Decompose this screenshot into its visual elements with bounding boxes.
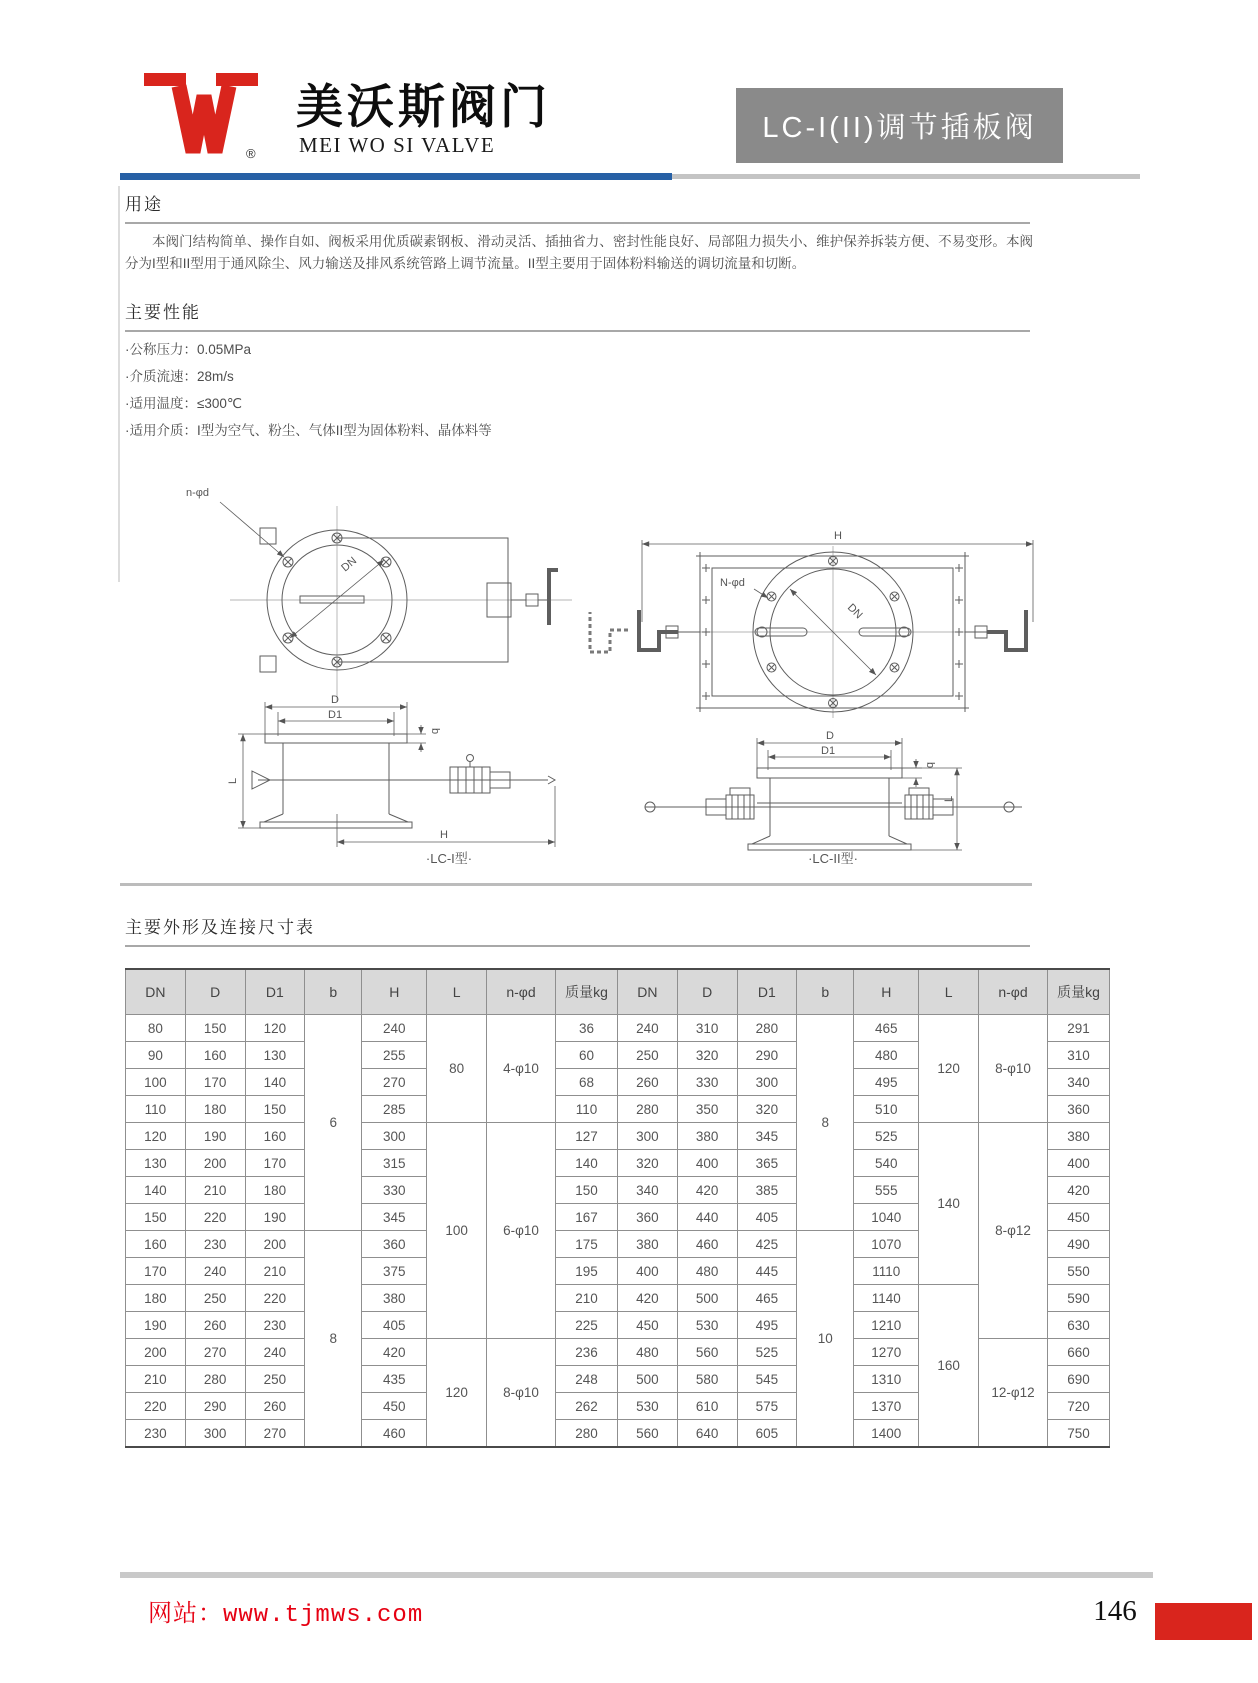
table-cell: 248 — [556, 1366, 618, 1393]
dim-label-dn: DN — [339, 554, 360, 575]
table-cell: 220 — [126, 1393, 186, 1420]
table-header-cell: L — [427, 969, 487, 1015]
header-divider-gray — [672, 174, 1140, 179]
table-cell: 450 — [618, 1312, 678, 1339]
table-cell: 405 — [362, 1312, 427, 1339]
table-cell: 1140 — [854, 1285, 919, 1312]
table-header-cell: DN — [126, 969, 186, 1015]
table-cell: 100 — [126, 1069, 186, 1096]
table-cell: 175 — [556, 1231, 618, 1258]
table-cell: 480 — [677, 1258, 737, 1285]
table-cell: 170 — [126, 1258, 186, 1285]
table-cell: 6 — [305, 1015, 362, 1231]
table-header-cell: b — [305, 969, 362, 1015]
table-cell: 130 — [245, 1042, 305, 1069]
table-cell: 500 — [618, 1366, 678, 1393]
table-header-cell: D — [185, 969, 245, 1015]
dim-label-h: H — [440, 829, 448, 841]
dimensions-heading: 主要外形及连接尺寸表 — [125, 913, 1030, 947]
table-cell: 300 — [618, 1123, 678, 1150]
table-cell: 280 — [556, 1420, 618, 1448]
table-cell: 310 — [1048, 1042, 1110, 1069]
table-cell: 120 — [245, 1015, 305, 1042]
table-cell: 360 — [362, 1231, 427, 1258]
table-cell: 100 — [427, 1123, 487, 1339]
table-header-cell: H — [854, 969, 919, 1015]
table-cell: 110 — [126, 1096, 186, 1123]
table-cell: 180 — [126, 1285, 186, 1312]
table-cell: 610 — [677, 1393, 737, 1420]
performance-item: ·适用介质：I型为空气、粉尘、气体II型为固体粉料、晶体料等 — [125, 423, 492, 438]
table-cell: 465 — [854, 1015, 919, 1042]
table-cell: 350 — [677, 1096, 737, 1123]
table-header-cell: n-φd — [979, 969, 1048, 1015]
table-cell: 460 — [677, 1231, 737, 1258]
table-cell: 8-φ12 — [979, 1123, 1048, 1339]
table-cell: 190 — [185, 1123, 245, 1150]
table-cell: 560 — [677, 1339, 737, 1366]
table-cell: 530 — [677, 1312, 737, 1339]
table-cell: 320 — [737, 1096, 797, 1123]
table-cell: 690 — [1048, 1366, 1110, 1393]
table-cell: 360 — [618, 1204, 678, 1231]
footer-red-block — [1155, 1603, 1252, 1640]
dim-label-d1: D1 — [328, 709, 343, 721]
table-cell: 555 — [854, 1177, 919, 1204]
table-cell: 195 — [556, 1258, 618, 1285]
page-edge-line — [118, 186, 120, 582]
table-cell: 240 — [618, 1015, 678, 1042]
table-cell: 460 — [362, 1420, 427, 1448]
table-cell: 80 — [126, 1015, 186, 1042]
table-row — [126, 1015, 1110, 1042]
table-cell: 140 — [126, 1177, 186, 1204]
header-divider-blue — [120, 173, 672, 180]
page-title: LC-I(II)调节插板阀 — [736, 88, 1063, 163]
table-cell: 210 — [126, 1366, 186, 1393]
performance-item: ·公称压力：0.05MPa — [125, 342, 252, 357]
lc1-technical-drawing — [140, 462, 590, 857]
table-cell: 291 — [1048, 1015, 1110, 1042]
table-cell: 435 — [362, 1366, 427, 1393]
table-header-cell: L — [919, 969, 979, 1015]
table-cell: 110 — [556, 1096, 618, 1123]
table-cell: 250 — [245, 1366, 305, 1393]
table-cell: 270 — [245, 1420, 305, 1448]
table-cell: 240 — [185, 1258, 245, 1285]
table-cell: 60 — [556, 1042, 618, 1069]
table-cell: 127 — [556, 1123, 618, 1150]
lc2-caption: ·LC-II型· — [808, 851, 858, 866]
table-cell: 280 — [185, 1366, 245, 1393]
table-cell: 525 — [854, 1123, 919, 1150]
table-cell: 720 — [1048, 1393, 1110, 1420]
table-cell: 285 — [362, 1096, 427, 1123]
table-header-row — [126, 969, 1110, 1015]
table-cell: 140 — [245, 1069, 305, 1096]
table-cell: 425 — [737, 1231, 797, 1258]
table-cell: 120 — [126, 1123, 186, 1150]
table-cell: 340 — [1048, 1069, 1110, 1096]
table-cell: 120 — [919, 1015, 979, 1123]
table-cell: 450 — [362, 1393, 427, 1420]
dim-label-l: L — [943, 795, 955, 802]
table-cell: 280 — [737, 1015, 797, 1042]
table-cell: 150 — [245, 1096, 305, 1123]
table-cell: 90 — [126, 1042, 186, 1069]
table-row — [126, 1123, 1110, 1150]
table-cell: 1400 — [854, 1420, 919, 1448]
table-cell: 545 — [737, 1366, 797, 1393]
table-cell: 210 — [185, 1177, 245, 1204]
table-cell: 310 — [677, 1015, 737, 1042]
table-cell: 380 — [677, 1123, 737, 1150]
table-cell: 420 — [618, 1285, 678, 1312]
dim-label-b: b — [924, 762, 936, 769]
table-cell: 225 — [556, 1312, 618, 1339]
table-cell: 160 — [185, 1042, 245, 1069]
table-cell: 420 — [362, 1339, 427, 1366]
performance-item: ·介质流速：28m/s — [125, 369, 234, 384]
dim-label-l: L — [227, 777, 239, 784]
performance-list — [125, 336, 492, 444]
table-cell: 200 — [185, 1150, 245, 1177]
table-cell: 150 — [185, 1015, 245, 1042]
dim-label-d1: D1 — [821, 745, 836, 757]
table-cell: 330 — [362, 1177, 427, 1204]
table-cell: 495 — [737, 1312, 797, 1339]
table-cell: 170 — [245, 1150, 305, 1177]
table-header-cell: n-φd — [487, 969, 556, 1015]
table-header-cell: D1 — [737, 969, 797, 1015]
performance-item: ·适用温度：≤300℃ — [125, 396, 243, 411]
table-cell: 270 — [185, 1339, 245, 1366]
table-cell: 220 — [245, 1285, 305, 1312]
table-cell: 190 — [126, 1312, 186, 1339]
table-cell: 405 — [737, 1204, 797, 1231]
dim-label-d: D — [826, 730, 834, 742]
table-cell: 750 — [1048, 1420, 1110, 1448]
section-divider — [120, 883, 1032, 886]
usage-heading: 用途 — [125, 190, 1030, 224]
table-cell: 1040 — [854, 1204, 919, 1231]
table-cell: 4-φ10 — [487, 1015, 556, 1123]
table-cell: 575 — [737, 1393, 797, 1420]
table-cell: 365 — [737, 1150, 797, 1177]
table-header-cell: H — [362, 969, 427, 1015]
table-cell: 160 — [126, 1231, 186, 1258]
dims-table-body — [126, 1015, 1110, 1448]
dim-label-d: D — [331, 694, 339, 706]
table-cell: 1270 — [854, 1339, 919, 1366]
page-number: 146 — [1093, 1595, 1137, 1627]
brand-name-cn: 美沃斯阀门 — [296, 80, 551, 135]
table-cell: 236 — [556, 1339, 618, 1366]
table-cell: 400 — [677, 1150, 737, 1177]
website-text: 网站：www.tjmws.com — [148, 1602, 424, 1629]
table-cell: 130 — [126, 1150, 186, 1177]
table-cell: 160 — [919, 1285, 979, 1448]
table-header-cell: DN — [618, 969, 678, 1015]
table-header-cell: D1 — [245, 969, 305, 1015]
table-cell: 315 — [362, 1150, 427, 1177]
table-cell: 465 — [737, 1285, 797, 1312]
brand-logo-icon — [142, 68, 262, 163]
table-cell: 660 — [1048, 1339, 1110, 1366]
table-cell: 36 — [556, 1015, 618, 1042]
registered-mark: ® — [246, 146, 256, 161]
dim-label-Nphid: N-φd — [720, 577, 745, 589]
table-cell: 260 — [185, 1312, 245, 1339]
table-cell: 630 — [1048, 1312, 1110, 1339]
table-cell: 80 — [427, 1015, 487, 1123]
table-cell: 1310 — [854, 1366, 919, 1393]
table-cell: 1210 — [854, 1312, 919, 1339]
table-cell: 525 — [737, 1339, 797, 1366]
dim-label-dn: DN — [844, 601, 865, 622]
usage-paragraph: 本阀门结构简单、操作自如、阀板采用优质碳素钢板、滑动灵活、插抽省力、密封性能良好、局部阻力损失小、维护保养拆装方便、不易变形。本阀分为I型和II型用于通风除尘、风力输送及排风系统管路上调节流量。II型主要用于固体粉料输送的调切流量和切断。 — [125, 234, 1033, 271]
table-cell: 605 — [737, 1420, 797, 1448]
lc2-technical-drawing — [560, 462, 1065, 857]
table-cell: 440 — [677, 1204, 737, 1231]
table-cell: 190 — [245, 1204, 305, 1231]
lc1-caption: ·LC-I型· — [425, 851, 473, 866]
table-cell: 1110 — [854, 1258, 919, 1285]
table-cell: 200 — [126, 1339, 186, 1366]
table-cell: 495 — [854, 1069, 919, 1096]
table-cell: 345 — [362, 1204, 427, 1231]
table-header-cell: b — [797, 969, 854, 1015]
table-cell: 160 — [245, 1123, 305, 1150]
table-cell: 540 — [854, 1150, 919, 1177]
table-cell: 12-φ12 — [979, 1339, 1048, 1448]
table-cell: 167 — [556, 1204, 618, 1231]
table-cell: 210 — [245, 1258, 305, 1285]
table-cell: 400 — [618, 1258, 678, 1285]
table-cell: 230 — [126, 1420, 186, 1448]
table-cell: 1070 — [854, 1231, 919, 1258]
table-cell: 300 — [362, 1123, 427, 1150]
table-header-cell: 质量kg — [1048, 969, 1110, 1015]
table-cell: 250 — [185, 1285, 245, 1312]
table-cell: 260 — [245, 1393, 305, 1420]
table-cell: 590 — [1048, 1285, 1110, 1312]
table-cell: 180 — [245, 1177, 305, 1204]
table-cell: 450 — [1048, 1204, 1110, 1231]
table-cell: 180 — [185, 1096, 245, 1123]
table-cell: 250 — [618, 1042, 678, 1069]
table-cell: 150 — [126, 1204, 186, 1231]
table-cell: 550 — [1048, 1258, 1110, 1285]
table-cell: 290 — [185, 1393, 245, 1420]
table-cell: 480 — [618, 1339, 678, 1366]
table-cell: 380 — [362, 1285, 427, 1312]
table-cell: 1370 — [854, 1393, 919, 1420]
table-cell: 8-φ10 — [487, 1339, 556, 1448]
table-cell: 300 — [185, 1420, 245, 1448]
table-cell: 280 — [618, 1096, 678, 1123]
table-cell: 380 — [618, 1231, 678, 1258]
table-cell: 385 — [737, 1177, 797, 1204]
table-cell: 200 — [245, 1231, 305, 1258]
table-cell: 68 — [556, 1069, 618, 1096]
table-cell: 330 — [677, 1069, 737, 1096]
table-cell: 240 — [245, 1339, 305, 1366]
table-cell: 255 — [362, 1042, 427, 1069]
table-cell: 150 — [556, 1177, 618, 1204]
dims-table — [125, 968, 1110, 1448]
table-cell: 230 — [245, 1312, 305, 1339]
dim-label-b: b — [429, 728, 441, 735]
footer-divider — [120, 1572, 1153, 1578]
table-cell: 640 — [677, 1420, 737, 1448]
dims-table-head — [126, 969, 1110, 1015]
table-header-cell: D — [677, 969, 737, 1015]
table-cell: 490 — [1048, 1231, 1110, 1258]
table-cell: 480 — [854, 1042, 919, 1069]
table-cell: 500 — [677, 1285, 737, 1312]
table-cell: 420 — [1048, 1177, 1110, 1204]
table-cell: 220 — [185, 1204, 245, 1231]
table-row — [126, 1285, 1110, 1312]
table-cell: 260 — [618, 1069, 678, 1096]
dim-label-nphid: n-φd — [186, 487, 210, 499]
table-cell: 210 — [556, 1285, 618, 1312]
table-cell: 290 — [737, 1042, 797, 1069]
table-cell: 510 — [854, 1096, 919, 1123]
table-cell: 270 — [362, 1069, 427, 1096]
brand-name-en: MEI WO SI VALVE — [299, 133, 496, 157]
table-cell: 360 — [1048, 1096, 1110, 1123]
table-cell: 8-φ10 — [979, 1015, 1048, 1123]
table-cell: 560 — [618, 1420, 678, 1448]
table-cell: 140 — [556, 1150, 618, 1177]
table-cell: 580 — [677, 1366, 737, 1393]
table-cell: 170 — [185, 1069, 245, 1096]
table-cell: 375 — [362, 1258, 427, 1285]
table-cell: 345 — [737, 1123, 797, 1150]
table-cell: 120 — [427, 1339, 487, 1448]
table-cell: 445 — [737, 1258, 797, 1285]
performance-heading: 主要性能 — [125, 298, 1030, 332]
header-divider — [120, 173, 1140, 180]
table-cell: 230 — [185, 1231, 245, 1258]
table-cell: 6-φ10 — [487, 1123, 556, 1339]
table-cell: 140 — [919, 1123, 979, 1285]
table-cell: 262 — [556, 1393, 618, 1420]
table-cell: 400 — [1048, 1150, 1110, 1177]
table-cell: 8 — [305, 1231, 362, 1448]
table-cell: 380 — [1048, 1123, 1110, 1150]
table-cell: 300 — [737, 1069, 797, 1096]
table-cell: 340 — [618, 1177, 678, 1204]
table-cell: 240 — [362, 1015, 427, 1042]
table-cell: 320 — [618, 1150, 678, 1177]
table-cell: 530 — [618, 1393, 678, 1420]
dim-label-h: H — [834, 530, 842, 542]
table-cell: 10 — [797, 1231, 854, 1448]
table-cell: 320 — [677, 1042, 737, 1069]
table-cell: 8 — [797, 1015, 854, 1231]
table-header-cell: 质量kg — [556, 969, 618, 1015]
table-cell: 420 — [677, 1177, 737, 1204]
